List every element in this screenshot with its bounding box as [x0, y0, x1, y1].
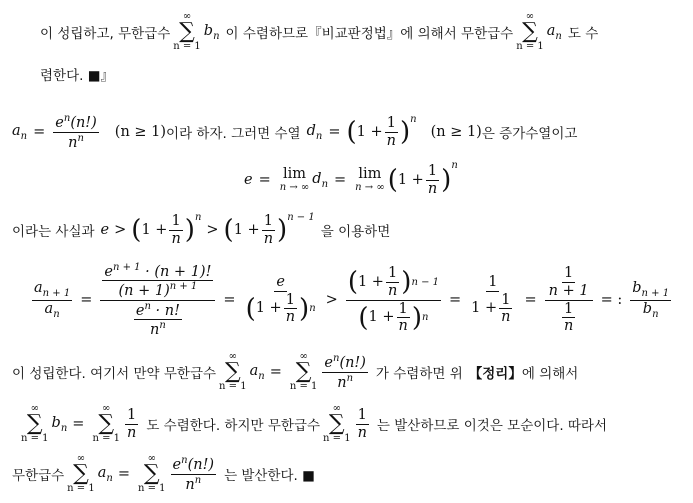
ratio-b: $\frac{b_{n + 1}}{b_n}$: [632, 280, 670, 320]
d-n-fraction: $\frac{1}{n}$: [386, 114, 396, 149]
sum-b: ∞ ∑ n = 1: [173, 10, 201, 53]
d-n-symbol: $d_n$: [306, 122, 323, 142]
one-over-one-plus: 1 1 + $\frac{1}{n}$: [471, 273, 511, 326]
line-7: 이 성립한다. 여기서 만약 무한급수 ∞ ∑ n = 1 $a_n$ = ∞ ∑ n = 1 $\frac{e^n(n!)}{n^n}$ 가 수렴하면 위 【정리】 에 의해서: [12, 350, 579, 393]
a-n-symbol: $a_n$: [12, 122, 28, 142]
line-1-text-b: 이 수렴하므로『비교판정법』에 의해서 무한급수: [225, 26, 514, 42]
line-5: 이라는 사실과 e > ( 1 + $\frac{1}{n}$ ) $^n$ > ( 1 + $\frac{1}{n}$ ) $^{n - 1}$ 을 이용하면: [12, 212, 391, 247]
line-1-text-a: 이 성립하고, 무한급수: [40, 26, 171, 42]
theorem-reference: 【정리】: [468, 366, 522, 382]
term-b: $b_n$: [203, 22, 220, 42]
line-1: [40, 12, 598, 52]
line-2: [40, 64, 114, 84]
line-8: ∞ ∑ n = 1 $b_n$ = ∞ ∑ n = 1 $\frac{1}{n}$ 도 수렴한다. 하지만 무한급수 ∞ ∑ n = 1 $\frac{1}{n}$ 는 발산하므로 이것은 모순이다. 따라서: [21, 402, 608, 445]
paren-ratio: ( 1 + $\frac{1}{n}$ ) n − 1 ( 1 + $\frac{1}{n}$ ) n: [347, 265, 439, 335]
condition-2: (n ≥ 1): [430, 124, 482, 140]
line-3-text-b: 은 증가수열이고: [481, 126, 578, 142]
d-n-limit: $d_n$: [312, 170, 329, 190]
a-n-fraction: $\frac{e^n(n!)}{n^n}$: [55, 113, 97, 151]
sum-a: ∞ ∑ n = 1: [516, 10, 544, 53]
compound-fraction: $\frac{\frac{e^{n + 1} \cdot (n + 1)!}{(n + 1)^{n + 1}}}{\frac{e^n \cdot n!}{n^n}}$: [100, 262, 215, 339]
ratio-a: $\frac{a_{n + 1}}{a_n}$: [34, 280, 71, 320]
reciprocal-ratio: $\frac{\frac{1}{n + 1}}{\frac{1}{n}}$: [545, 265, 593, 335]
term-a: $a_n$: [546, 22, 562, 42]
line-2-text: 렴한다. ■』: [40, 68, 114, 84]
e-over-paren: e ( 1 + $\frac{1}{n}$ ) n: [245, 273, 316, 326]
line-9: 무한급수 ∞ ∑ n = 1 $a_n$ = ∞ ∑ n = 1 $\frac{e^n(n!)}{n^n}$ 는 발산한다. ■: [12, 452, 315, 495]
line-6-equation: $\frac{a_{n + 1}}{a_n}$ = $\frac{\frac{e^{n + 1} \cdot (n + 1)!}{(n + 1)^{n + 1}}}{\frac{e^n \cdot n!}{n^n}}$ = e ( 1 + $\frac{1}{n}$ ) n > ( 1 + $\frac{1}{n}$ ) n − 1 ( 1 + $\frac{1}{n}$ ) n = 1 1 + $\frac{1}{n}$ = $\frac{\frac{1}{n + 1}}{\frac{1}{n}}$ = : $\frac{b_{n + 1}}{b_n}$: [34, 261, 670, 338]
limit-2: lim n → ∞: [355, 165, 385, 194]
line-3: $a_n$ = $\frac{e^n(n!)}{n^n}$ (n ≥ 1) 이라 하자. 그러면 수열 $d_n$ = ( 1 + $\frac{1}{n}$ ) $^n$ (n ≥ 1) 은 증가수열이고: [12, 113, 578, 151]
line-3-text-a: 이라 하자. 그러면 수열: [166, 126, 301, 142]
line-4: e = lim n → ∞ $d_n$ = lim n → ∞ ( 1 + $\frac{1}{n}$ ) $^n$: [244, 160, 458, 197]
condition-1: (n ≥ 1): [114, 124, 167, 140]
limit-1: lim n → ∞: [279, 165, 310, 194]
line-1-text-c: 도 수: [567, 26, 599, 42]
